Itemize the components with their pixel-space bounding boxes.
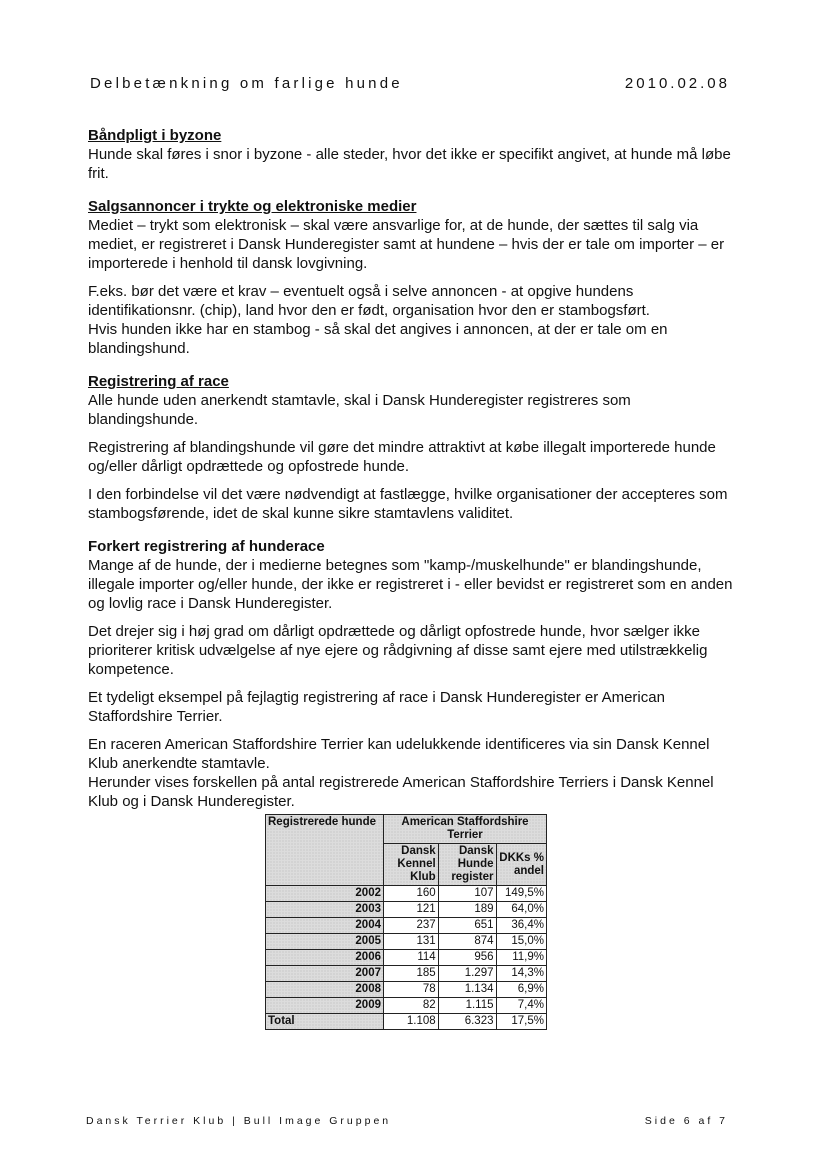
page-header — [90, 75, 730, 92]
section-leash — [88, 126, 736, 183]
dhr-count-cell: 189 — [438, 902, 496, 918]
total-label-cell: Total — [266, 1014, 384, 1030]
document-date: 2010.02.08 — [624, 75, 730, 92]
table-row — [266, 966, 547, 982]
dkk-count-cell: 121 — [384, 902, 439, 918]
table-row — [266, 934, 547, 950]
table-row — [266, 886, 547, 902]
group-header-cell: American Staffordshire Terrier — [384, 815, 547, 844]
year-cell: 2006 — [266, 950, 384, 966]
paragraph: I den forbindelse vil det være nødvendigt at fastlægge, hvilke organisationer der accepteres som stambogsførende, idet de skal kunne sikre stamtavlens validitet. — [88, 486, 728, 522]
year-cell: 2003 — [266, 902, 384, 918]
share-cell: 149,5% — [496, 886, 547, 902]
paragraph: Mange af de hunde, der i medierne betegnes som "kamp-/muskelhunde" er blandingshunde, illegale importer og/eller hunde, der ikke er registreret i - eller bevidst er registreret som en anden og lovlig race i Dansk Hunderegister. — [88, 557, 733, 612]
year-cell: 2005 — [266, 934, 384, 950]
paragraph: Hunde skal føres i snor i byzone - alle steder, hvor det ikke er specifikt angivet, at hunde må løbe frit. — [88, 146, 731, 182]
paragraph: Det drejer sig i høj grad om dårligt opdrættede og dårligt opfostrede hunde, hvor sælger ikke prioriterer kritisk udvælgelse af nye ejere og rådgivning af disse samt ejere med utilstrækkelig kompetence. — [88, 623, 708, 678]
dhr-count-cell: 1.115 — [438, 998, 496, 1014]
paragraph: F.eks. bør det være et krav – eventuelt også i selve annoncen - at opgive hundens identifikationsnr. (chip), land hvor den er født, organisation hvor den er stambogsført. — [88, 283, 650, 319]
dhr-count-cell: 1.297 — [438, 966, 496, 982]
registration-table — [265, 814, 547, 1030]
dhr-count-cell: 651 — [438, 918, 496, 934]
total-dhr-cell: 6.323 — [438, 1014, 496, 1030]
year-cell: 2008 — [266, 982, 384, 998]
section-heading: Salgsannoncer i trykte og elektroniske medier — [88, 198, 417, 215]
year-cell: 2009 — [266, 998, 384, 1014]
year-cell: 2002 — [266, 886, 384, 902]
year-cell: 2007 — [266, 966, 384, 982]
section-heading: Registrering af race — [88, 373, 229, 390]
table-row — [266, 918, 547, 934]
dkk-count-cell: 78 — [384, 982, 439, 998]
dkk-count-cell: 114 — [384, 950, 439, 966]
dhr-count-cell: 1.134 — [438, 982, 496, 998]
document-body — [88, 126, 736, 820]
paragraph: Et tydeligt eksempel på fejlagtig registrering af race i Dansk Hunderegister er American Staffordshire Terrier. — [88, 689, 665, 725]
table-row — [266, 998, 547, 1014]
footer-organization: Dansk Terrier Klub | Bull Image Gruppen — [86, 1115, 392, 1127]
share-cell: 15,0% — [496, 934, 547, 950]
dhr-count-cell: 874 — [438, 934, 496, 950]
dhr-count-cell: 107 — [438, 886, 496, 902]
dkk-count-cell: 82 — [384, 998, 439, 1014]
document-title: Delbetænkning om farlige hunde — [90, 75, 403, 92]
share-cell: 6,9% — [496, 982, 547, 998]
row-header-cell: Registrerede hunde — [266, 815, 384, 886]
total-share-cell: 17,5% — [496, 1014, 547, 1030]
share-cell: 14,3% — [496, 966, 547, 982]
section-wrong-registration — [88, 537, 736, 811]
table-total-row — [266, 1014, 547, 1030]
total-dkk-cell: 1.108 — [384, 1014, 439, 1030]
section-heading: Forkert registrering af hunderace — [88, 538, 325, 555]
dkk-count-cell: 185 — [384, 966, 439, 982]
column-header-dkk: Dansk Kennel Klub — [384, 844, 439, 886]
share-cell: 7,4% — [496, 998, 547, 1014]
paragraph: Mediet – trykt som elektronisk – skal være ansvarlige for, at de hunde, der sættes til salg via mediet, er registreret i Dansk Hunderegister samt at hundene – hvis der er tale om importer – er importerede i henhold til dansk lovgivning. — [88, 217, 725, 272]
page-footer — [86, 1115, 728, 1127]
dkk-count-cell: 160 — [384, 886, 439, 902]
year-cell: 2004 — [266, 918, 384, 934]
dkk-count-cell: 131 — [384, 934, 439, 950]
table-row — [266, 902, 547, 918]
paragraph: Herunder vises forskellen på antal registrerede American Staffordshire Terriers i Dansk Kennel Klub og i Dansk Hunderegister. — [88, 774, 714, 810]
dkk-count-cell: 237 — [384, 918, 439, 934]
paragraph: Alle hunde uden anerkendt stamtavle, skal i Dansk Hunderegister registreres som blandingshunde. — [88, 392, 631, 428]
share-cell: 36,4% — [496, 918, 547, 934]
paragraph: Hvis hunden ikke har en stambog - så skal det angives i annoncen, at der er tale om en blandingshund. — [88, 321, 668, 357]
dhr-count-cell: 956 — [438, 950, 496, 966]
column-header-share: DKKs % andel — [496, 844, 547, 886]
paragraph: Registrering af blandingshunde vil gøre det mindre attraktivt at købe illegalt importerede hunde og/eller dårligt opdrættede og opfostrede hunde. — [88, 439, 716, 475]
section-breed-registration — [88, 372, 736, 523]
table-row — [266, 982, 547, 998]
section-sales-ads — [88, 197, 736, 358]
share-cell: 11,9% — [496, 950, 547, 966]
share-cell: 64,0% — [496, 902, 547, 918]
paragraph: En raceren American Staffordshire Terrier kan udelukkende identificeres via sin Dansk Kennel Klub anerkendte stamtavle. — [88, 736, 710, 772]
column-header-dhr: Dansk Hunde register — [438, 844, 496, 886]
page-number: Side 6 af 7 — [644, 1115, 728, 1127]
section-heading: Båndpligt i byzone — [88, 127, 222, 144]
table-row — [266, 950, 547, 966]
